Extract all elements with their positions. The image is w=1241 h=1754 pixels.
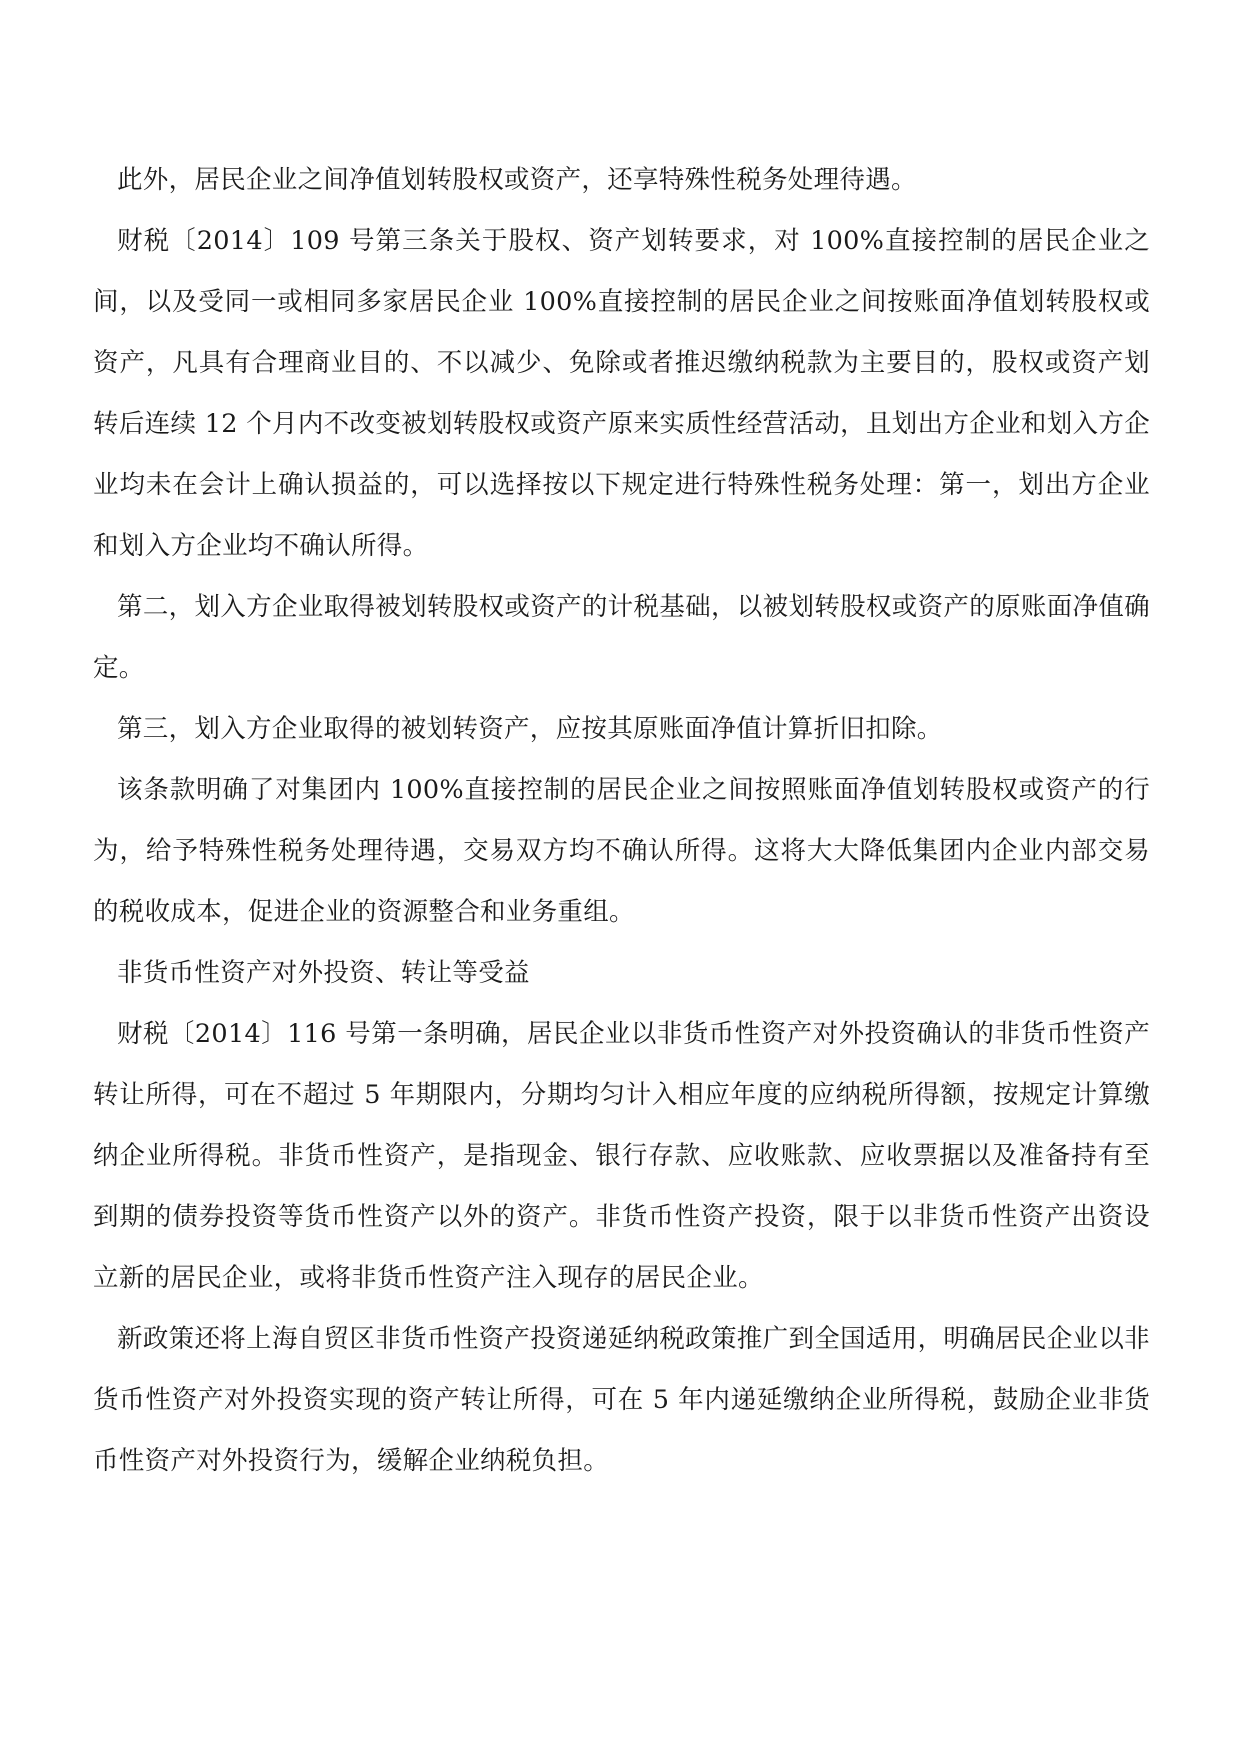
section-heading: 非货币性资产对外投资、转让等受益 (117, 958, 530, 988)
document-body (93, 150, 1150, 1492)
paragraph: 第二，划入方企业取得被划转股权或资产的计税基础，以被划转股权或资产的原账面净值确定。 (93, 592, 1150, 683)
paragraph: 财税〔2014〕109 号第三条关于股权、资产划转要求，对 100%直接控制的居民企业之间，以及受同一或相同多家居民企业 100%直接控制的居民企业之间按账面净值划转股权或资产，凡具有合理商业目的、不以减少、免除或者推迟缴纳税款为主要目的，股权或资产划转后连续 12 个月内不改变被划转股权或资产原来实质性经营活动，且划出方企业和划入方企业均未在会计上确认损益的，可以选择按以下规定进行特殊性税务处理：第一，划出方企业和划入方企业均不确认所得。 (93, 226, 1150, 561)
paragraph: 第三，划入方企业取得的被划转资产，应按其原账面净值计算折旧扣除。 (117, 714, 943, 744)
paragraph: 此外，居民企业之间净值划转股权或资产，还享特殊性税务处理待遇。 (117, 165, 917, 195)
paragraph: 新政策还将上海自贸区非货币性资产投资递延纳税政策推广到全国适用，明确居民企业以非货币性资产对外投资实现的资产转让所得，可在 5 年内递延缴纳企业所得税，鼓励企业非货币性资产对外投资行为，缓解企业纳税负担。 (93, 1324, 1150, 1476)
paragraph: 该条款明确了对集团内 100%直接控制的居民企业之间按照账面净值划转股权或资产的行为，给予特殊性税务处理待遇，交易双方均不确认所得。这将大大降低集团内企业内部交易的税收成本，促进企业的资源整合和业务重组。 (93, 775, 1150, 927)
paragraph: 财税〔2014〕116 号第一条明确，居民企业以非货币性资产对外投资确认的非货币性资产转让所得，可在不超过 5 年期限内，分期均匀计入相应年度的应纳税所得额，按规定计算缴纳企业所得税。非货币性资产，是指现金、银行存款、应收账款、应收票据以及准备持有至到期的债券投资等货币性资产以外的资产。非货币性资产投资，限于以非货币性资产出资设立新的居民企业，或将非货币性资产注入现存的居民企业。 (93, 1019, 1150, 1293)
